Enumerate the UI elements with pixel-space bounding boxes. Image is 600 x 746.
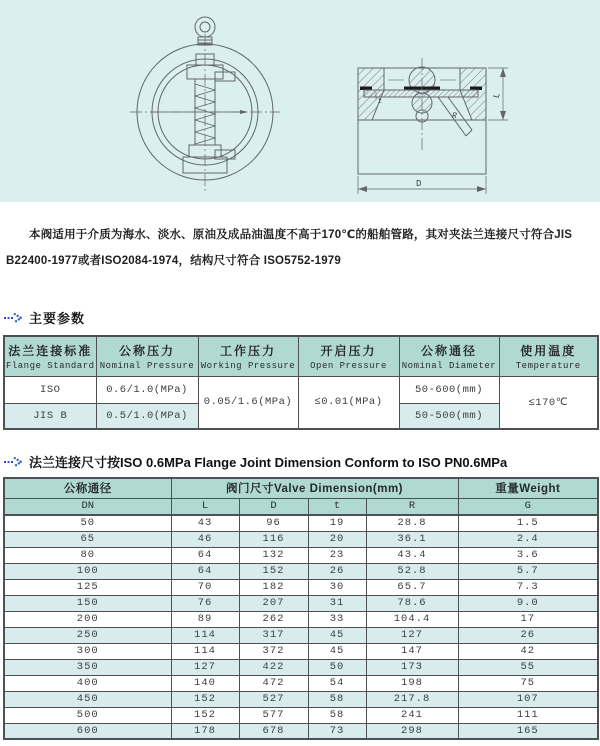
sub-header-r: R xyxy=(366,498,458,515)
cell-nominal-pressure-iso: 0.6/1.0(MPa) xyxy=(96,376,198,403)
cell-nominal-diameter-iso: 50-600(mm) xyxy=(399,376,499,403)
dimension-table-cell: 400 xyxy=(4,675,171,691)
dimension-table-row xyxy=(4,675,598,691)
dimension-table-cell: 140 xyxy=(171,675,239,691)
dimension-table-cell: 52.8 xyxy=(366,563,458,579)
dimension-table-cell: 43.4 xyxy=(366,547,458,563)
dimension-table-cell: 114 xyxy=(171,643,239,659)
dimension-table-cell: 107 xyxy=(458,691,598,707)
dimension-table-cell: 450 xyxy=(4,691,171,707)
dimension-table-cell: 198 xyxy=(366,675,458,691)
flange-dimension-table xyxy=(3,477,599,740)
dimension-table-cell: 132 xyxy=(239,547,308,563)
dimension-table-cell: 58 xyxy=(308,707,366,723)
valve-section-view-drawing xyxy=(358,58,508,194)
dimension-table-cell: 54 xyxy=(308,675,366,691)
dimension-table-cell: 45 xyxy=(308,643,366,659)
dimension-table-cell: 165 xyxy=(458,723,598,739)
dimension-table-cell: 152 xyxy=(171,691,239,707)
dimension-table-cell: 104.4 xyxy=(366,611,458,627)
dimension-table-cell: 31 xyxy=(308,595,366,611)
dimension-table-cell: 3.6 xyxy=(458,547,598,563)
dimension-table-cell: 50 xyxy=(4,515,171,531)
dimension-table-cell: 152 xyxy=(171,707,239,723)
dimension-table-cell: 241 xyxy=(366,707,458,723)
dimension-table-cell: 78.6 xyxy=(366,595,458,611)
dim-label-t: t xyxy=(378,98,383,106)
dimension-table-cell: 55 xyxy=(458,659,598,675)
col-header-flange-standard xyxy=(4,336,96,376)
dimension-table-row xyxy=(4,643,598,659)
dimension-table-cell: 527 xyxy=(239,691,308,707)
dimension-table-cell: 33 xyxy=(308,611,366,627)
dimension-table-cell: 577 xyxy=(239,707,308,723)
cell-temperature: ≤170℃ xyxy=(499,376,598,429)
dimension-table-cell: 70 xyxy=(171,579,239,595)
dimension-table-cell: 2.4 xyxy=(458,531,598,547)
dimension-table-cell: 182 xyxy=(239,579,308,595)
dimension-table-cell: 1.5 xyxy=(458,515,598,531)
params-header-row xyxy=(4,336,598,376)
header-zh: 开启压力 xyxy=(320,343,377,358)
cell-working-pressure: 0.05/1.6(MPa) xyxy=(198,376,298,429)
dimension-table-row xyxy=(4,547,598,563)
dimension-table-cell: 500 xyxy=(4,707,171,723)
dimension-table-cell: 300 xyxy=(4,643,171,659)
params-row-iso xyxy=(4,376,598,403)
dimension-table-row xyxy=(4,723,598,739)
cell-nominal-diameter-jisb: 50-500(mm) xyxy=(399,403,499,429)
header-en: Flange Standard xyxy=(5,360,95,371)
dimension-sub-header-row xyxy=(4,498,598,515)
arrow-bullet-icon xyxy=(4,457,22,467)
dimension-table-cell: 678 xyxy=(239,723,308,739)
dimension-table-cell: 65.7 xyxy=(366,579,458,595)
header-zh: 公称压力 xyxy=(118,343,175,358)
dimension-table-cell: 114 xyxy=(171,627,239,643)
dimension-table-cell: 89 xyxy=(171,611,239,627)
col-header-temperature xyxy=(499,336,598,376)
dimension-table-cell: 422 xyxy=(239,659,308,675)
dimension-table-row xyxy=(4,707,598,723)
col-header-nominal-pressure xyxy=(96,336,198,376)
col-header-nominal-diameter xyxy=(399,336,499,376)
dim-label-r: R xyxy=(452,112,457,121)
section-title-main-params xyxy=(4,308,600,327)
dim-label-d: D xyxy=(416,179,422,189)
dimension-table-cell: 17 xyxy=(458,611,598,627)
dimension-table-cell: 76 xyxy=(171,595,239,611)
sub-header-dn: DN xyxy=(4,498,171,515)
sub-header-t: t xyxy=(308,498,366,515)
group-header-weight: 重量Weight xyxy=(458,478,598,498)
group-header-valve-dimension: 阀门尺寸Valve Dimension(mm) xyxy=(171,478,458,498)
dimension-table-row xyxy=(4,691,598,707)
dimension-table-row xyxy=(4,515,598,531)
dimension-table-cell: 23 xyxy=(308,547,366,563)
dimension-table-row xyxy=(4,563,598,579)
dimension-table-cell: 600 xyxy=(4,723,171,739)
dimension-table-cell: 50 xyxy=(308,659,366,675)
cell-nominal-pressure-jisb: 0.5/1.0(MPa) xyxy=(96,403,198,429)
dimension-table-cell: 5.7 xyxy=(458,563,598,579)
header-zh: 工作压力 xyxy=(219,343,276,358)
dimension-table-cell: 152 xyxy=(239,563,308,579)
dimension-table-cell: 350 xyxy=(4,659,171,675)
dimension-table-cell: 28.8 xyxy=(366,515,458,531)
dimension-table-cell: 125 xyxy=(4,579,171,595)
dimension-table-row xyxy=(4,611,598,627)
sub-header-g: G xyxy=(458,498,598,515)
dimension-table-cell: 96 xyxy=(239,515,308,531)
dimension-table-cell: 127 xyxy=(366,627,458,643)
dimension-table-cell: 200 xyxy=(4,611,171,627)
dimension-table-cell: 46 xyxy=(171,531,239,547)
dimension-table-cell: 26 xyxy=(458,627,598,643)
dimension-group-header-row xyxy=(4,478,598,498)
header-zh: 法兰连接标准 xyxy=(8,343,93,358)
dimension-table-cell: 64 xyxy=(171,547,239,563)
header-en: Nominal Pressure xyxy=(99,360,195,371)
dimension-table-cell: 147 xyxy=(366,643,458,659)
header-zh: 使用温度 xyxy=(520,343,577,358)
dimension-table-cell: 150 xyxy=(4,595,171,611)
sub-header-d: D xyxy=(239,498,308,515)
dimension-table-cell: 19 xyxy=(308,515,366,531)
dimension-table-cell: 173 xyxy=(366,659,458,675)
dimension-table-cell: 64 xyxy=(171,563,239,579)
dimension-table-cell: 298 xyxy=(366,723,458,739)
dimension-table-cell: 75 xyxy=(458,675,598,691)
dimension-table-cell: 7.3 xyxy=(458,579,598,595)
group-header-dn: 公称通径 xyxy=(4,478,171,498)
dimension-table-cell: 80 xyxy=(4,547,171,563)
section-title-text: 主要参数 xyxy=(29,311,86,326)
dimension-table-cell: 20 xyxy=(308,531,366,547)
arrow-bullet-icon xyxy=(4,313,22,323)
dimension-table-cell: 250 xyxy=(4,627,171,643)
dimension-table-cell: 30 xyxy=(308,579,366,595)
dimension-table-cell: 73 xyxy=(308,723,366,739)
dimension-table-cell: 43 xyxy=(171,515,239,531)
dimension-table-cell: 217.8 xyxy=(366,691,458,707)
dimension-table-cell: 472 xyxy=(239,675,308,691)
dimension-table-cell: 372 xyxy=(239,643,308,659)
dimension-table-cell: 65 xyxy=(4,531,171,547)
dimension-table-cell: 100 xyxy=(4,563,171,579)
product-description: 本阀适用于介质为海水、淡水、原油及成品油温度不高于170℃的船舶管路，其对夹法兰连接尺寸符合JIS B22400-1977或者ISO2084-1974，结构尺寸符合 ISO5752-1979 xyxy=(6,229,573,267)
dimension-table-cell: 262 xyxy=(239,611,308,627)
cell-standard-iso: ISO xyxy=(4,376,96,403)
dimension-table-cell: 127 xyxy=(171,659,239,675)
dimension-table-cell: 111 xyxy=(458,707,598,723)
col-header-working-pressure xyxy=(198,336,298,376)
dimension-table-row xyxy=(4,659,598,675)
valve-front-view-drawing xyxy=(130,17,280,194)
dimension-table-cell: 58 xyxy=(308,691,366,707)
technical-drawings-banner xyxy=(0,0,600,202)
header-en: Nominal Diameter xyxy=(401,360,497,371)
dimension-table-cell: 42 xyxy=(458,643,598,659)
dimension-table-cell: 26 xyxy=(308,563,366,579)
dimension-table-body xyxy=(4,515,598,739)
dimension-table-row xyxy=(4,579,598,595)
main-parameters-table xyxy=(3,335,599,430)
dimension-table-cell: 45 xyxy=(308,627,366,643)
dimension-table-cell: 207 xyxy=(239,595,308,611)
dimension-table-cell: 9.0 xyxy=(458,595,598,611)
header-en: Temperature xyxy=(515,360,581,371)
col-header-open-pressure xyxy=(298,336,399,376)
sub-header-l: L xyxy=(171,498,239,515)
dimension-table-row xyxy=(4,531,598,547)
dimension-table-row xyxy=(4,627,598,643)
valve-drawings xyxy=(0,0,600,202)
dimension-table-cell: 178 xyxy=(171,723,239,739)
section-title-text: 法兰连接尺寸按ISO 0.6MPa Flange Joint Dimension Conform to ISO PN0.6MPa xyxy=(29,455,508,470)
dimension-table-cell: 116 xyxy=(239,531,308,547)
cell-standard-jisb: JIS B xyxy=(4,403,96,429)
header-en: Open Pressure xyxy=(310,360,387,371)
dimension-table-row xyxy=(4,595,598,611)
dimension-table-cell: 36.1 xyxy=(366,531,458,547)
header-en: Working Pressure xyxy=(200,360,296,371)
cell-open-pressure: ≤0.01(MPa) xyxy=(298,376,399,429)
dim-label-l: L xyxy=(491,91,503,100)
header-zh: 公称通径 xyxy=(420,343,477,358)
dimension-table-cell: 317 xyxy=(239,627,308,643)
section-title-flange-dimensions xyxy=(4,452,600,471)
